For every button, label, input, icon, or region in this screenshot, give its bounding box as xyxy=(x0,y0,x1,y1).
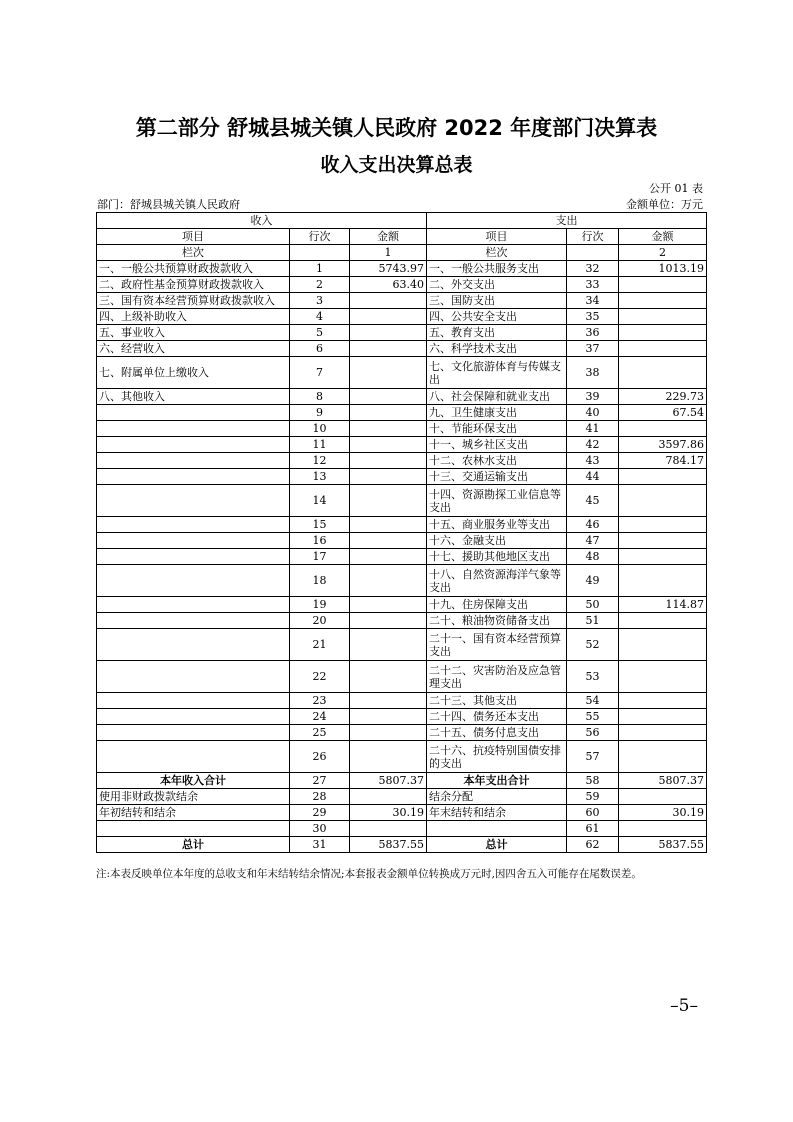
table-row xyxy=(97,325,707,341)
income-item-cell xyxy=(97,597,290,613)
page-number: –5– xyxy=(670,996,698,1016)
income-item-cell xyxy=(97,549,290,565)
expense-amount-cell xyxy=(619,789,707,805)
income-row-no-cell: 14 xyxy=(290,485,350,517)
table-row xyxy=(97,357,707,389)
expense-row-no-cell: 45 xyxy=(567,485,619,517)
table-row xyxy=(97,629,707,661)
table-row xyxy=(97,389,707,405)
table-row xyxy=(97,661,707,693)
expense-item-cell: 总计 xyxy=(427,837,567,853)
income-amount-cell: 5743.97 xyxy=(350,261,427,277)
expense-item-cell: 结余分配 xyxy=(427,789,567,805)
expense-item-cell: 二十一、国有资本经营预算支出 xyxy=(427,629,567,661)
income-item-cell: 三、国有资本经营预算财政拨款收入 xyxy=(97,293,290,309)
expense-row-no-cell: 37 xyxy=(567,341,619,357)
expense-item-cell: 九、卫生健康支出 xyxy=(427,405,567,421)
income-amount-cell xyxy=(350,821,427,837)
income-amount-cell xyxy=(350,709,427,725)
expense-item-cell: 十三、交通运输支出 xyxy=(427,469,567,485)
income-item-cell xyxy=(97,453,290,469)
income-item-cell xyxy=(97,613,290,629)
expense-amount-cell: 30.19 xyxy=(619,805,707,821)
expense-item-cell: 十四、资源勘探工业信息等支出 xyxy=(427,485,567,517)
table-row xyxy=(97,277,707,293)
table-row xyxy=(97,453,707,469)
expense-item-cell: 七、文化旅游体育与传媒支出 xyxy=(427,357,567,389)
income-row-no-header: 行次 xyxy=(290,229,350,245)
expense-amount-cell xyxy=(619,421,707,437)
expense-amount-cell xyxy=(619,293,707,309)
income-row-no-cell: 6 xyxy=(290,341,350,357)
income-row-no-cell: 9 xyxy=(290,405,350,421)
income-amount-cell xyxy=(350,469,427,485)
expense-row-no-cell: 47 xyxy=(567,533,619,549)
expense-item-cell: 二十五、债务付息支出 xyxy=(427,725,567,741)
table-row xyxy=(97,421,707,437)
expense-row-no-cell: 58 xyxy=(567,773,619,789)
expense-item-cell: 十、节能环保支出 xyxy=(427,421,567,437)
amount-unit-label: 金额单位：万元 xyxy=(626,198,703,211)
income-item-cell: 七、附属单位上缴收入 xyxy=(97,357,290,389)
income-amount-cell xyxy=(350,309,427,325)
income-row-no-cell: 4 xyxy=(290,309,350,325)
income-item-cell xyxy=(97,533,290,549)
income-item-cell: 八、其他收入 xyxy=(97,389,290,405)
income-item-cell: 总计 xyxy=(97,837,290,853)
table-row xyxy=(97,693,707,709)
expense-amount-cell xyxy=(619,629,707,661)
table-row xyxy=(97,597,707,613)
expense-item-cell: 二、外交支出 xyxy=(427,277,567,293)
table-row xyxy=(97,293,707,309)
expense-row-no-cell: 52 xyxy=(567,629,619,661)
income-amount-cell xyxy=(350,485,427,517)
expense-item-cell: 十八、自然资源海洋气象等支出 xyxy=(427,565,567,597)
income-amount-cell: 5807.37 xyxy=(350,773,427,789)
column-index-row xyxy=(97,245,707,261)
income-amount-cell xyxy=(350,725,427,741)
expense-row-no-cell: 40 xyxy=(567,405,619,421)
expense-row-no-cell: 39 xyxy=(567,389,619,405)
expense-row-no-cell: 62 xyxy=(567,837,619,853)
expense-item-cell: 五、教育支出 xyxy=(427,325,567,341)
income-item-cell: 六、经营收入 xyxy=(97,341,290,357)
table-row xyxy=(97,773,707,789)
expense-item-cell: 二十二、灾害防治及应急管理支出 xyxy=(427,661,567,693)
expense-amount-header: 金额 xyxy=(619,229,707,245)
expense-amount-cell xyxy=(619,613,707,629)
income-row-no-cell: 12 xyxy=(290,453,350,469)
income-item-cell xyxy=(97,725,290,741)
income-row-no-cell: 22 xyxy=(290,661,350,693)
income-item-cell xyxy=(97,485,290,517)
expense-lanci-label: 栏次 xyxy=(427,245,567,261)
expense-item-cell: 本年支出合计 xyxy=(427,773,567,789)
income-row-no-cell: 19 xyxy=(290,597,350,613)
income-item-cell xyxy=(97,693,290,709)
table-row xyxy=(97,405,707,421)
expense-row-no-cell: 54 xyxy=(567,693,619,709)
table-row xyxy=(97,709,707,725)
expense-row-no-cell: 50 xyxy=(567,597,619,613)
expense-row-no-header: 行次 xyxy=(567,229,619,245)
expense-row-no-cell: 34 xyxy=(567,293,619,309)
income-item-cell: 年初结转和结余 xyxy=(97,805,290,821)
income-amount-cell xyxy=(350,357,427,389)
department-label: 部门：舒城县城关镇人民政府 xyxy=(97,198,240,211)
income-amount-cell xyxy=(350,405,427,421)
expense-amount-cell xyxy=(619,533,707,549)
income-item-cell xyxy=(97,709,290,725)
expense-item-cell: 十二、农林水支出 xyxy=(427,453,567,469)
income-amount-cell xyxy=(350,549,427,565)
expense-row-no-cell: 59 xyxy=(567,789,619,805)
income-amount-cell xyxy=(350,565,427,597)
document-title: 第二部分 舒城县城关镇人民政府 2022 年度部门决算表 xyxy=(135,116,658,140)
income-amount-cell xyxy=(350,693,427,709)
income-item-cell: 本年收入合计 xyxy=(97,773,290,789)
column-header-row xyxy=(97,229,707,245)
income-row-no-cell: 13 xyxy=(290,469,350,485)
income-row-no-cell: 18 xyxy=(290,565,350,597)
income-item-cell xyxy=(97,405,290,421)
table-row xyxy=(97,261,707,277)
income-item-cell xyxy=(97,517,290,533)
expense-amount-cell: 229.73 xyxy=(619,389,707,405)
table-row xyxy=(97,789,707,805)
table-row xyxy=(97,437,707,453)
income-amount-cell xyxy=(350,453,427,469)
income-row-no-cell: 28 xyxy=(290,789,350,805)
table-row xyxy=(97,837,707,853)
expense-row-no-cell: 49 xyxy=(567,565,619,597)
expense-amount-cell: 5837.55 xyxy=(619,837,707,853)
income-item-cell: 四、上级补助收入 xyxy=(97,309,290,325)
income-row-no-cell: 7 xyxy=(290,357,350,389)
income-row-no-cell: 31 xyxy=(290,837,350,853)
empty-cell xyxy=(567,245,619,261)
income-item-cell: 五、事业收入 xyxy=(97,325,290,341)
expense-amount-cell xyxy=(619,469,707,485)
expense-amount-cell xyxy=(619,485,707,517)
table-row xyxy=(97,565,707,597)
expense-amount-cell xyxy=(619,741,707,773)
table-row xyxy=(97,341,707,357)
income-amount-cell xyxy=(350,597,427,613)
income-row-no-cell: 25 xyxy=(290,725,350,741)
empty-cell xyxy=(290,245,350,261)
expense-column-number: 2 xyxy=(619,245,707,261)
income-item-cell: 一、一般公共预算财政拨款收入 xyxy=(97,261,290,277)
table-row xyxy=(97,469,707,485)
expense-row-no-cell: 43 xyxy=(567,453,619,469)
expense-row-no-cell: 33 xyxy=(567,277,619,293)
expense-item-cell: 十一、城乡社区支出 xyxy=(427,437,567,453)
income-amount-header: 金额 xyxy=(350,229,427,245)
expense-item-cell: 二十六、抗疫特别国债安排的支出 xyxy=(427,741,567,773)
expense-row-no-cell: 61 xyxy=(567,821,619,837)
expense-amount-cell xyxy=(619,309,707,325)
income-amount-cell xyxy=(350,517,427,533)
expense-item-cell: 一、一般公共服务支出 xyxy=(427,261,567,277)
income-item-cell xyxy=(97,821,290,837)
expense-amount-cell: 67.54 xyxy=(619,405,707,421)
table-row xyxy=(97,741,707,773)
income-row-no-cell: 29 xyxy=(290,805,350,821)
income-item-cell xyxy=(97,469,290,485)
expense-group-header: 支出 xyxy=(427,213,707,229)
expense-row-no-cell: 32 xyxy=(567,261,619,277)
table-row xyxy=(97,533,707,549)
expense-item-cell: 三、国防支出 xyxy=(427,293,567,309)
expense-item-cell: 八、社会保障和就业支出 xyxy=(427,389,567,405)
income-row-no-cell: 1 xyxy=(290,261,350,277)
expense-item-cell: 二十、粮油物资储备支出 xyxy=(427,613,567,629)
group-header-row xyxy=(97,213,707,229)
income-row-no-cell: 26 xyxy=(290,741,350,773)
expense-item-cell: 十九、住房保障支出 xyxy=(427,597,567,613)
expense-amount-cell xyxy=(619,277,707,293)
expense-amount-cell xyxy=(619,693,707,709)
income-amount-cell xyxy=(350,533,427,549)
expense-amount-cell xyxy=(619,549,707,565)
income-item-cell xyxy=(97,661,290,693)
table-row xyxy=(97,485,707,517)
income-item-cell xyxy=(97,421,290,437)
income-amount-cell: 63.40 xyxy=(350,277,427,293)
expense-row-no-cell: 42 xyxy=(567,437,619,453)
expense-amount-cell xyxy=(619,661,707,693)
expense-amount-cell xyxy=(619,325,707,341)
expense-amount-cell: 114.87 xyxy=(619,597,707,613)
income-row-no-cell: 15 xyxy=(290,517,350,533)
table-row xyxy=(97,613,707,629)
income-row-no-cell: 21 xyxy=(290,629,350,661)
income-amount-cell xyxy=(350,325,427,341)
table-row xyxy=(97,805,707,821)
income-item-cell xyxy=(97,437,290,453)
income-item-cell xyxy=(97,741,290,773)
expense-item-cell: 四、公共安全支出 xyxy=(427,309,567,325)
income-amount-cell xyxy=(350,629,427,661)
income-row-no-cell: 27 xyxy=(290,773,350,789)
income-amount-cell xyxy=(350,437,427,453)
expense-amount-cell xyxy=(619,517,707,533)
expense-row-no-cell: 35 xyxy=(567,309,619,325)
income-amount-cell xyxy=(350,341,427,357)
income-row-no-cell: 20 xyxy=(290,613,350,629)
table-row xyxy=(97,821,707,837)
income-row-no-cell: 17 xyxy=(290,549,350,565)
income-row-no-cell: 23 xyxy=(290,693,350,709)
expense-row-no-cell: 55 xyxy=(567,709,619,725)
income-column-number: 1 xyxy=(350,245,427,261)
expense-item-cell: 六、科学技术支出 xyxy=(427,341,567,357)
income-row-no-cell: 10 xyxy=(290,421,350,437)
income-row-no-cell: 11 xyxy=(290,437,350,453)
income-amount-cell xyxy=(350,389,427,405)
expense-row-no-cell: 53 xyxy=(567,661,619,693)
income-item-cell: 二、政府性基金预算财政拨款收入 xyxy=(97,277,290,293)
income-row-no-cell: 8 xyxy=(290,389,350,405)
income-row-no-cell: 3 xyxy=(290,293,350,309)
expense-row-no-cell: 57 xyxy=(567,741,619,773)
table-row xyxy=(97,725,707,741)
income-item-cell xyxy=(97,629,290,661)
expense-item-cell: 十六、金融支出 xyxy=(427,533,567,549)
expense-row-no-cell: 48 xyxy=(567,549,619,565)
income-amount-cell xyxy=(350,661,427,693)
expense-item-header: 项目 xyxy=(427,229,567,245)
expense-amount-cell xyxy=(619,565,707,597)
expense-row-no-cell: 46 xyxy=(567,517,619,533)
expense-amount-cell xyxy=(619,709,707,725)
income-amount-cell xyxy=(350,421,427,437)
expense-item-cell: 十七、援助其他地区支出 xyxy=(427,549,567,565)
expense-item-cell: 年末结转和结余 xyxy=(427,805,567,821)
expense-row-no-cell: 36 xyxy=(567,325,619,341)
income-amount-cell: 5837.55 xyxy=(350,837,427,853)
expense-item-cell xyxy=(427,821,567,837)
income-row-no-cell: 2 xyxy=(290,277,350,293)
income-amount-cell xyxy=(350,741,427,773)
form-number: 公开 01 表 xyxy=(649,182,703,195)
expense-item-cell: 二十三、其他支出 xyxy=(427,693,567,709)
footnote: 注:本表反映单位本年度的总收支和年末结转结余情况;本套报表金额单位转换成万元时,因四舍五入可能存在尾数误差。 xyxy=(96,868,642,880)
expense-item-cell: 二十四、债务还本支出 xyxy=(427,709,567,725)
table-row xyxy=(97,549,707,565)
expense-amount-cell xyxy=(619,821,707,837)
expense-row-no-cell: 56 xyxy=(567,725,619,741)
table-row xyxy=(97,309,707,325)
income-item-header: 项目 xyxy=(97,229,290,245)
income-amount-cell xyxy=(350,293,427,309)
income-item-cell: 使用非财政拨款结余 xyxy=(97,789,290,805)
expense-amount-cell xyxy=(619,725,707,741)
income-group-header: 收入 xyxy=(97,213,427,229)
income-amount-cell xyxy=(350,789,427,805)
expense-amount-cell: 5807.37 xyxy=(619,773,707,789)
income-expense-table xyxy=(96,212,707,853)
income-row-no-cell: 16 xyxy=(290,533,350,549)
income-lanci-label: 栏次 xyxy=(97,245,290,261)
table-title: 收入支出决算总表 xyxy=(320,154,473,176)
expense-row-no-cell: 41 xyxy=(567,421,619,437)
expense-amount-cell: 3597.86 xyxy=(619,437,707,453)
income-row-no-cell: 5 xyxy=(290,325,350,341)
expense-row-no-cell: 38 xyxy=(567,357,619,389)
expense-item-cell: 十五、商业服务业等支出 xyxy=(427,517,567,533)
expense-amount-cell xyxy=(619,357,707,389)
expense-amount-cell: 784.17 xyxy=(619,453,707,469)
income-row-no-cell: 30 xyxy=(290,821,350,837)
income-item-cell xyxy=(97,565,290,597)
table-row xyxy=(97,517,707,533)
income-amount-cell xyxy=(350,613,427,629)
income-amount-cell: 30.19 xyxy=(350,805,427,821)
expense-row-no-cell: 51 xyxy=(567,613,619,629)
expense-row-no-cell: 44 xyxy=(567,469,619,485)
table-body xyxy=(97,261,707,853)
expense-amount-cell xyxy=(619,341,707,357)
expense-amount-cell: 1013.19 xyxy=(619,261,707,277)
income-row-no-cell: 24 xyxy=(290,709,350,725)
expense-row-no-cell: 60 xyxy=(567,805,619,821)
